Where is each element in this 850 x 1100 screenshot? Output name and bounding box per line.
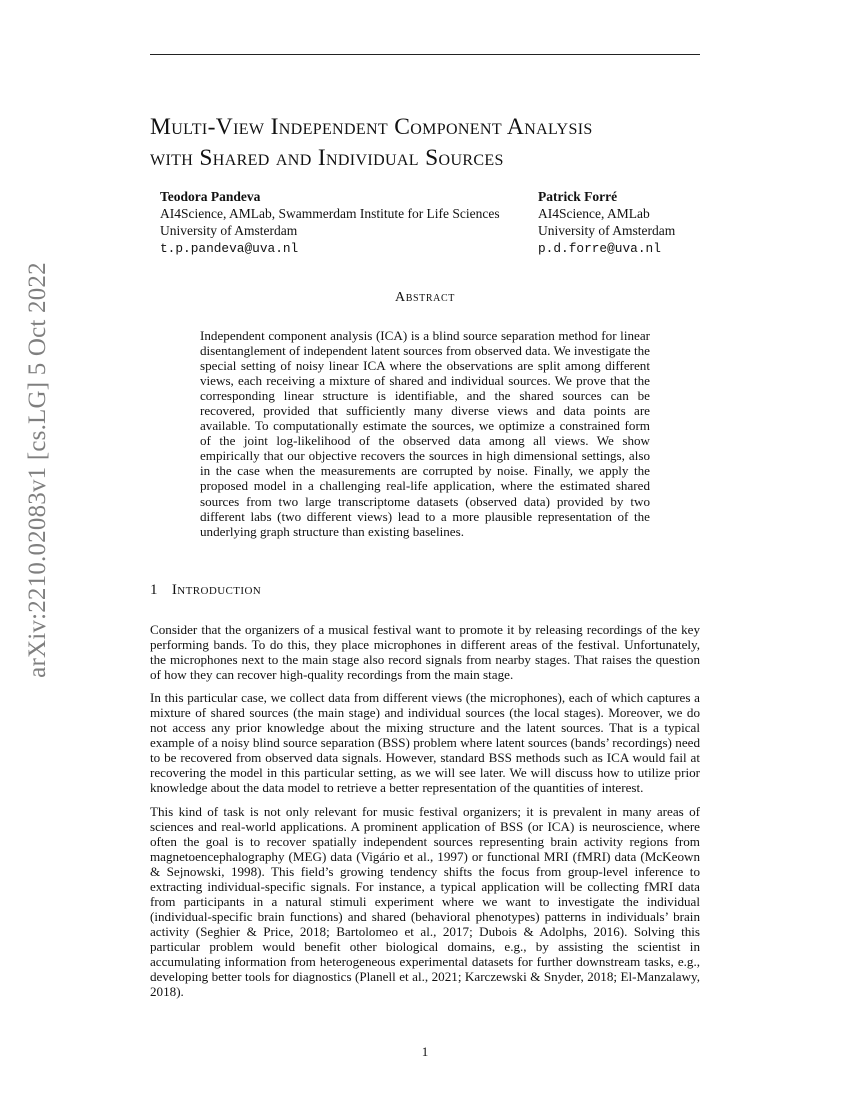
section-heading: [150, 582, 261, 599]
author-block-1: [160, 188, 500, 257]
page-number: 1: [421, 1044, 429, 1059]
title-line-2: with Shared and Individual Sources: [150, 145, 504, 171]
introduction-body: [150, 622, 700, 1007]
paragraph: This kind of task is not only relevant for music festival organizers; it is prevalent in many areas of sciences and real-world applications. A prominent application of BSS (or ICA) is neuroscience, where often the goal is to recover spatially independent sources representing brain activity regions from magnetoencephalography (MEG) data (Vigário et al., 1997) or functional MRI (fMRI) data (McKeown & Sejnowski, 1998). This field’s growing tendency shifts the focus from group-level inference to extracting individual-specific signals. For instance, a typical application will be collecting fMRI data from participants in a natural stimuli experiment where we want to investigate the individual (individual-specific brain functions) and shared (behavioral phenotypes) patterns in individuals’ brain activity (Seghier & Price, 2018; Bartolomeo et al., 2017; Dubois & Adolphs, 2016). Solving this particular problem would benefit other biological domains, e.g., by assisting the scientist in accumulating information from heterogeneous experimental datasets for further downstream tasks, e.g., developing better tools for diagnostics (Planell et al., 2021; Karczewski & Snyder, 2018; El-Manzalawy, 2018).: [150, 803, 700, 1000]
author-affiliation: AI4Science, AMLab, Swammerdam Institute for Life Sciences: [160, 206, 500, 221]
paragraph: In this particular case, we collect data from different views (the microphones), each of which captures a mixture of shared sources (the main stage) and individual sources (the local stages). Moreover, we do not access any prior knowledge about the mixing structure and the latent sources. That is a typical example of a noisy blind source separation (BSS) problem where latent sources (bands’ recordings) need to be recovered from observed data signals. However, standard BSS methods such as ICA would fail at recovering the model in this particular setting, as we will see later. We will discuss how to utilize prior knowledge about the data model to retrieve a better representation of the quantities of interest.: [150, 690, 700, 796]
paragraph: Consider that the organizers of a musical festival want to promote it by releasing recordings of the key performing bands. To do this, they place microphones in different areas of the festival. Unfortunately, the microphones next to the main stage also record signals from nearby stages. That raises the question of how they can recover high-quality recordings from the main stage.: [150, 622, 700, 683]
section-number: 1: [150, 582, 158, 598]
author-email: p.d.forre@uva.nl: [538, 241, 661, 256]
abstract-heading: Abstract: [395, 290, 455, 305]
title-line-1: Multi-View Independent Component Analysis: [150, 114, 593, 140]
author-university: University of Amsterdam: [160, 223, 298, 238]
author-name: Teodora Pandeva: [160, 189, 261, 204]
paper-title: [150, 112, 710, 174]
top-rule: [150, 54, 700, 55]
section-title: Introduction: [171, 582, 262, 598]
arxiv-identifier-stamp: arXiv:2210.02083v1 [cs.LG] 5 Oct 2022: [24, 262, 51, 678]
author-block-2: [538, 188, 675, 257]
author-university: University of Amsterdam: [538, 223, 676, 238]
author-name: Patrick Forré: [538, 189, 618, 204]
abstract-text: Independent component analysis (ICA) is a blind source separation method for linear disentanglement of independent latent sources from observed data. We investigate the special setting of noisy linear ICA where the observations are split among different views, each receiving a mixture of shared and individual sources. We prove that the corresponding linear structure is identifiable, and the shared sources can be recovered, provided that sufficiently many diverse views and data points are available. To computationally estimate the sources, we optimize a constrained form of the joint log-likelihood of the observed data among all views. We show empirically that our objective recovers the sources in high dimensional settings, also in the case when the measurements are corrupted by noise. Finally, we apply the proposed model in a challenging real-life application, where the estimated shared sources from two large transcriptome datasets (observed data) provided by two different labs (two different views) lead to a more plausible representation of the underlying graph structure than existing baselines.: [200, 328, 650, 539]
author-email: t.p.pandeva@uva.nl: [160, 241, 299, 256]
author-affiliation: AI4Science, AMLab: [538, 206, 650, 221]
